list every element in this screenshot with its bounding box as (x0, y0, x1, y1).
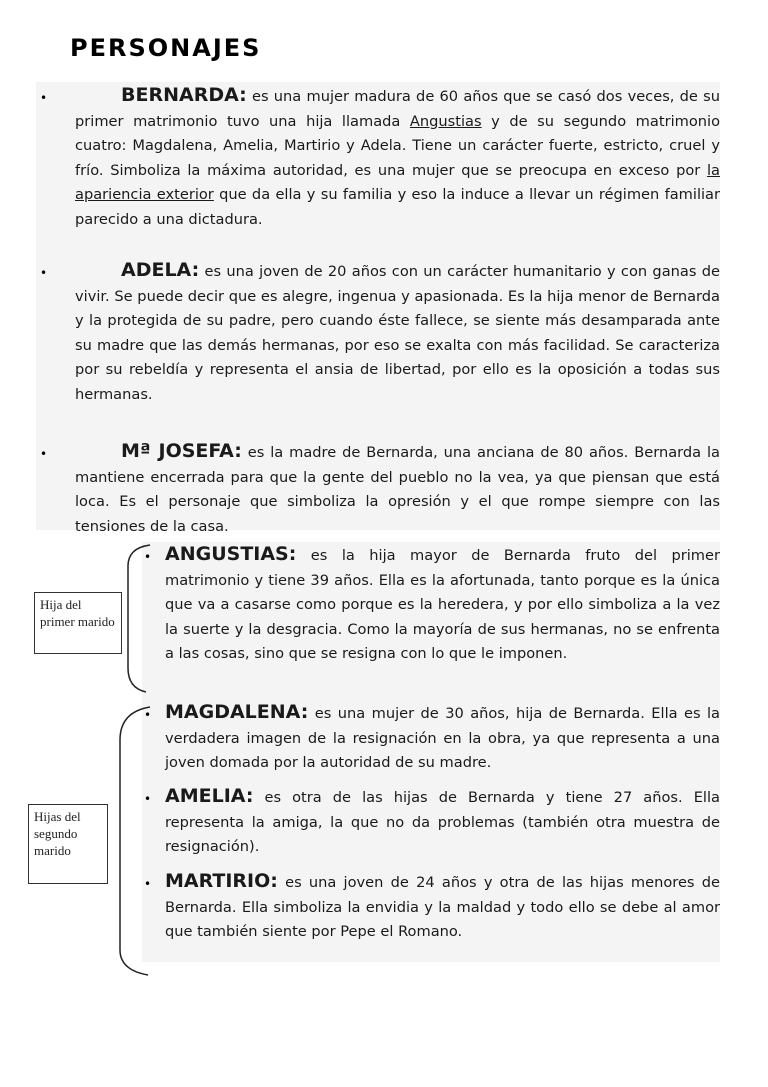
bullet: • (144, 877, 152, 891)
character-name: AMELIA: (165, 785, 254, 807)
character-name: MAGDALENA: (165, 701, 309, 723)
brace-first-husband (128, 545, 150, 692)
bullet: • (144, 792, 152, 806)
character-name: ANGUSTIAS: (165, 543, 297, 565)
character-text: es la hija mayor de Bernarda fruto del primer matrimonio y tiene 39 años. Ella es la afortunada, tanto porque es la única que va a casarse como porque es la heredera, y por ello simboliza a la vez la suerte y la desgracia. Como la mayoría de sus hermanas, no se enfrenta a las cosas, sino que se resigna con lo que le imponen. (165, 547, 720, 662)
bullet: • (40, 447, 48, 461)
label-text: Hijas del segundo marido (34, 809, 81, 858)
character-text: y de su segundo matrimonio cuatro: Magdalena, Amelia, Martirio y Adela. Tiene un carácter fuerte, estricto, cruel y frío. Simboliza la máxima autoridad, es una mujer que se preocupa en exceso por (75, 112, 721, 179)
character-text: es una joven de 24 años y otra de las hijas menores de Bernarda. Ella simboliza la envidia y la maldad y todo ello se debe al amor que también siente por Pepe el Romano. (165, 874, 720, 940)
character-text: es una mujer de 30 años, hija de Bernarda. Ella es la verdadera imagen de la resignación en la obra, ya que representa a una joven domada por la autoridad de su madre. (165, 705, 720, 771)
label-text: Hija del primer marido (40, 597, 115, 629)
character-text: es la madre de Bernarda, una anciana de 80 años. Bernarda la mantiene encerrada para que la gente del pueblo no la vea, ya que piensan que está loca. Es el personaje que simboliza la opresión y el que rompe siempre con las tensiones de la casa. (75, 444, 720, 535)
character-text: es una joven de 20 años con un carácter humanitario y con ganas de vivir. Se puede decir que es alegre, ingenua y apasionada. Es la hija menor de Bernarda y la protegida de su padre, pero cuando éste fallece, se siente más desamparada ante su madre que las demás hermanas, por eso se exalta con más facilidad. Se caracteriza por su rebeldía y representa el ansia de libertad, por ello es la oposición a todas sus hermanas. (75, 263, 720, 403)
character-name: Mª JOSEFA: (121, 440, 242, 462)
bullet: • (40, 91, 48, 105)
character-text: que da ella y su familia y eso la induce a llevar un régimen familiar parecido a una dictadura. (75, 186, 720, 228)
character-name: BERNARDA: (121, 84, 247, 106)
bullet: • (144, 708, 152, 722)
character-name: MARTIRIO: (165, 870, 278, 892)
bullet: • (144, 550, 152, 564)
character-name: ADELA: (121, 259, 200, 281)
bullet: • (40, 266, 48, 280)
page-title: PERSONAJES (70, 34, 262, 62)
brace-second-husband (120, 707, 150, 975)
apariencia-link: la apariencia exterior (75, 161, 720, 203)
character-text: es otra de las hijas de Bernarda y tiene 27 años. Ella representa la amiga, la que no da problemas (también otra muestra de resignación). (165, 789, 720, 855)
angustias-link: Angustias (409, 112, 482, 130)
character-text: es una mujer madura de 60 años que se casó dos veces, de su primer matrimonio tuvo una hija llamada (75, 88, 720, 130)
